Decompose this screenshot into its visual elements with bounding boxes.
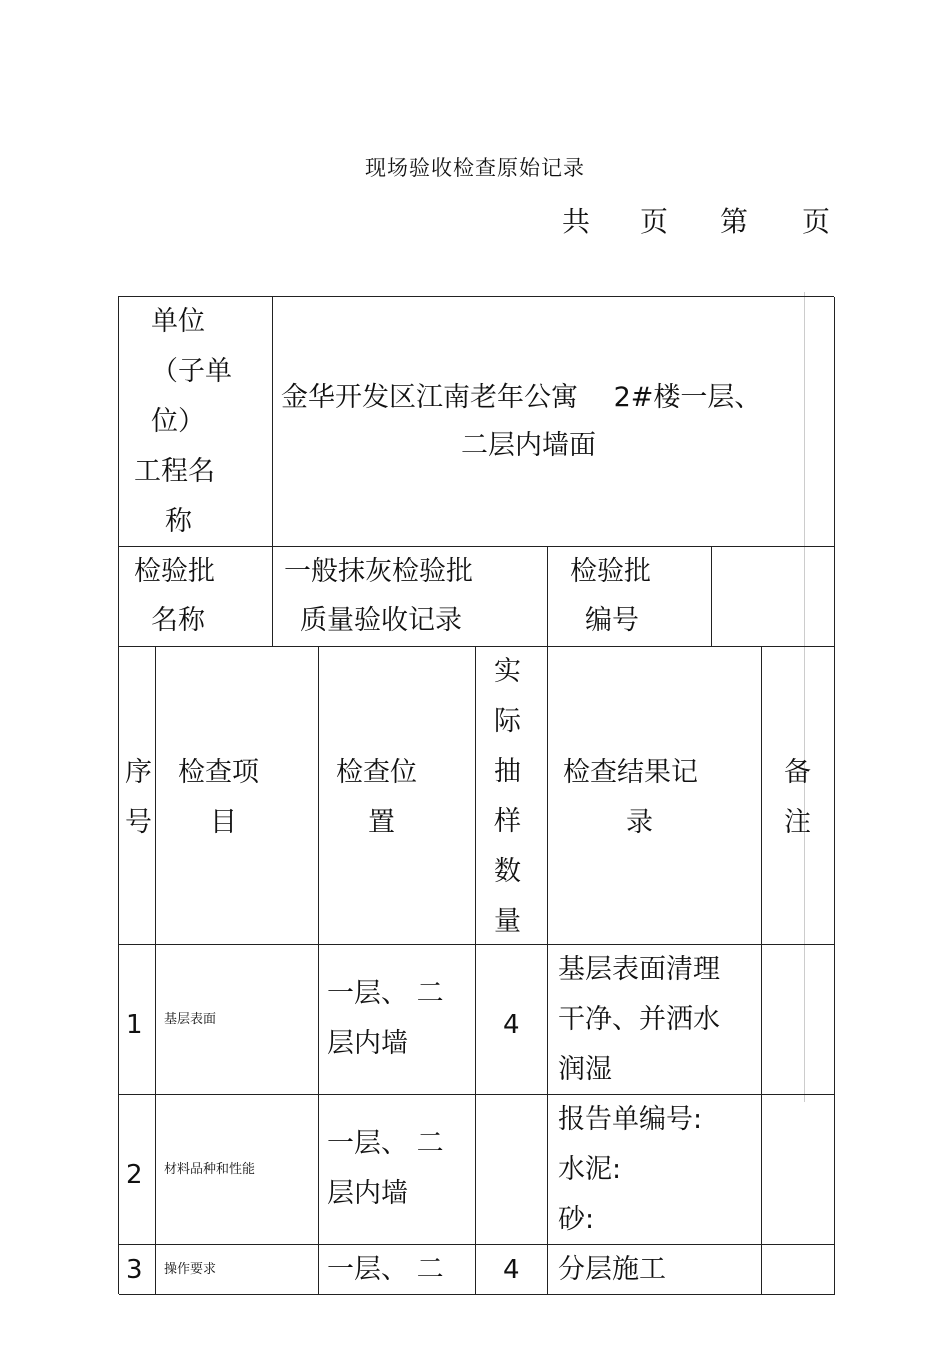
batch-label-line: 名称 <box>151 605 205 636</box>
row-result-line: 水泥: <box>558 1154 622 1185</box>
row-seq-value: 3 <box>126 1255 143 1285</box>
batch-label-cell <box>119 547 273 647</box>
batch-name-line: 一般抹灰检验批 <box>284 556 473 587</box>
page-unit-label-2: 页 <box>802 205 831 238</box>
document-title: 现场验收检查原始记录 <box>365 156 585 180</box>
col-header-qty-char: 数 <box>494 856 521 887</box>
table-row-qty <box>476 1095 548 1245</box>
batch-no-label-line: 编号 <box>585 605 639 636</box>
col-header-remark <box>762 647 835 945</box>
row-item-value: 材料品种和性能 <box>164 1162 256 1177</box>
table-row-remark <box>762 945 835 1095</box>
row-result-line: 报告单编号: <box>558 1104 703 1135</box>
project-name-cell <box>273 297 835 547</box>
table-row-remark <box>762 1245 835 1295</box>
unit-label-line: 称 <box>165 506 192 537</box>
col-header-qty-char: 实 <box>494 656 521 687</box>
table-row-position <box>319 1095 476 1245</box>
table-row-result <box>548 1095 762 1245</box>
inspection-table <box>118 296 834 1294</box>
table-row-seq <box>119 1095 156 1245</box>
col-header-position <box>319 647 476 945</box>
col-header-qty-char: 量 <box>494 906 521 937</box>
row-position-line: 一层、 二 <box>327 1128 444 1159</box>
col-header-result-line: 检查结果记 <box>563 757 698 788</box>
unit-label-line: 工程名 <box>134 456 215 487</box>
col-header-qty-char: 际 <box>494 706 521 737</box>
table-row-item <box>156 1095 319 1245</box>
row-result-line: 砂: <box>558 1204 595 1235</box>
table-row-position <box>319 945 476 1095</box>
row-seq-value: 2 <box>126 1160 143 1190</box>
row-position-line: 一层、 二 <box>327 978 444 1009</box>
row-qty-value: 4 <box>503 1010 520 1040</box>
table-row-qty <box>476 945 548 1095</box>
batch-no-label-cell <box>548 547 712 647</box>
table-row-seq <box>119 945 156 1095</box>
row-result-line: 分层施工 <box>558 1254 666 1285</box>
col-header-position-line: 检查位 <box>336 757 417 788</box>
table-row-seq <box>119 1245 156 1295</box>
page-unit-label: 页 <box>640 205 669 238</box>
batch-name-line: 质量验收记录 <box>300 605 462 636</box>
col-header-qty-char: 抽 <box>494 756 521 787</box>
batch-no-value-cell <box>712 547 835 647</box>
table-row-remark <box>762 1095 835 1245</box>
col-header-seq-line: 序 <box>125 757 152 788</box>
table-row-item <box>156 945 319 1095</box>
unit-label-cell <box>119 297 273 547</box>
col-header-qty <box>476 647 548 945</box>
batch-no-label-line: 检验批 <box>570 556 651 587</box>
row-result-line: 基层表面清理 <box>558 954 720 985</box>
page-nth-label: 第 <box>720 205 749 238</box>
row-position-line: 一层、 二 <box>327 1254 444 1285</box>
table-row-item <box>156 1245 319 1295</box>
col-header-result-line: 录 <box>626 807 653 838</box>
col-header-remark-line: 注 <box>784 807 811 838</box>
unit-label-line: 单位 <box>151 306 205 337</box>
row-item-value: 操作要求 <box>164 1262 217 1277</box>
project-name-line: 金华开发区江南老年公寓 2#楼一层、 <box>281 382 762 413</box>
table-row-result <box>548 945 762 1095</box>
col-header-seq-line: 号 <box>125 807 152 838</box>
row-seq-value: 1 <box>126 1010 143 1040</box>
row-result-line: 润湿 <box>558 1054 612 1085</box>
col-header-item <box>156 647 319 945</box>
col-header-qty-char: 样 <box>494 806 521 837</box>
col-header-item-line: 目 <box>210 807 237 838</box>
project-name-line: 二层内墙面 <box>461 430 596 461</box>
page-total-label: 共 <box>562 205 591 238</box>
batch-name-cell <box>273 547 548 647</box>
batch-label-line: 检验批 <box>134 556 215 587</box>
col-header-remark-line: 备 <box>784 757 811 788</box>
row-position-line: 层内墙 <box>327 1178 408 1209</box>
row-result-line: 干净、并洒水 <box>558 1004 720 1035</box>
col-header-result <box>548 647 762 945</box>
unit-label-line: （子单 <box>151 356 232 387</box>
row-qty-value: 4 <box>503 1255 520 1285</box>
row-item-value: 基层表面 <box>164 1012 217 1027</box>
unit-label-line: 位） <box>151 406 205 437</box>
col-header-position-line: 置 <box>368 807 395 838</box>
table-row-qty <box>476 1245 548 1295</box>
table-row-position <box>319 1245 476 1295</box>
table-row-result <box>548 1245 762 1295</box>
col-header-seq <box>119 647 156 945</box>
col-header-item-line: 检查项 <box>178 757 259 788</box>
row-position-line: 层内墙 <box>327 1028 408 1059</box>
